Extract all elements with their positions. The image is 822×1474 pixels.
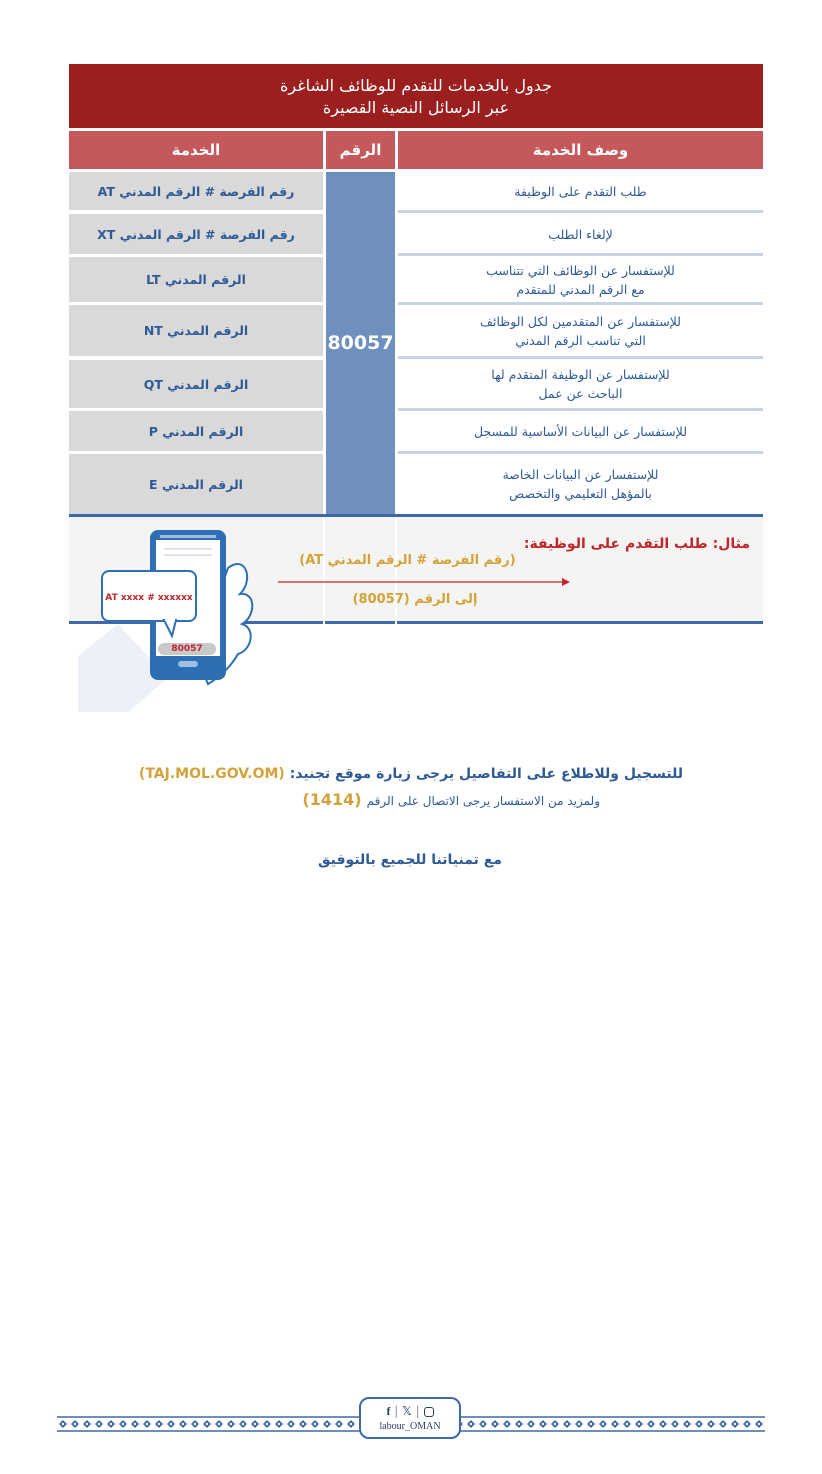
description-cell — [398, 360, 763, 408]
column-divider — [395, 517, 397, 624]
separator: | — [415, 1404, 420, 1418]
description-line: التي تناسب الرقم المدني — [515, 332, 646, 348]
description-cell — [398, 454, 763, 514]
service-cell-at: رقم الفرصة # الرقم المدني AT — [69, 172, 323, 210]
service-cell-e: الرقم المدني E — [69, 454, 323, 514]
service-cell-lt: الرقم المدني LT — [69, 257, 323, 302]
social-badge — [359, 1397, 461, 1439]
description-cell — [398, 305, 763, 356]
sms-bubble: AT xxxx # xxxxxx — [101, 570, 197, 622]
row-divider — [398, 356, 763, 359]
description-line: لإلغاء الطلب — [548, 226, 613, 242]
description-cell — [398, 257, 763, 302]
phone-recipient-field: 80057 — [158, 643, 216, 655]
example-label: مثال: طلب التقدم على الوظيفة: — [523, 536, 750, 552]
social-handle: labour_OMAN — [379, 1421, 441, 1432]
title-line-1: جدول بالخدمات للتقدم للوظائف الشاغرة — [280, 76, 552, 95]
registration-info-line — [100, 766, 722, 782]
website-link[interactable]: (TAJ.MOL.GOV.OM) — [138, 766, 285, 782]
arrow-icon — [276, 576, 572, 588]
description-line: للإستفسار عن الوظيفة المتقدم لها — [491, 367, 670, 382]
description-line: بالمؤهل التعليمي والتخصص — [509, 486, 652, 501]
row-divider — [398, 253, 763, 256]
title-line-2: عبر الرسائل النصية القصيرة — [322, 98, 510, 117]
header-description: وصف الخدمة — [398, 131, 763, 169]
description-cell — [398, 411, 763, 451]
header-service: الخدمة — [69, 131, 323, 169]
description-cell — [398, 172, 763, 210]
description-cell — [398, 214, 763, 254]
description-line: للإستفسار عن البيانات الخاصة — [502, 467, 659, 482]
social-icons-row — [361, 1404, 459, 1419]
description-line: مع الرقم المدني للمتقدم — [516, 281, 645, 297]
description-line: للإستفسار عن الوظائف التي تتناسب — [486, 262, 675, 278]
example-target-number: إلى الرقم (80057) — [352, 592, 478, 607]
description-line: للإستفسار عن المتقدمين لكل الوظائف — [480, 313, 681, 329]
contact-text: ولمزيد من الاستفسار يرجى الاتصال على الرقم — [366, 794, 600, 808]
contact-phone: (1414) — [302, 790, 362, 809]
description-line: الباحث عن عمل — [538, 386, 623, 401]
column-divider — [323, 517, 325, 624]
example-message: (رقم الفرصة # الرقم المدني AT) — [299, 553, 516, 568]
bubble-tail-icon — [162, 618, 178, 638]
row-divider — [398, 210, 763, 213]
service-cell-xt: رقم الفرصة # الرقم المدني XT — [69, 214, 323, 254]
service-cell-p: الرقم المدني P — [69, 411, 323, 451]
sms-number-cell: 80057 — [326, 172, 395, 514]
closing-text: مع تمنياتنا للجميع بالتوفيق — [318, 852, 502, 868]
description-line: طلب التقدم على الوظيفة — [514, 183, 647, 199]
header-number: الرقم — [326, 131, 395, 169]
separator: | — [394, 1404, 399, 1418]
service-cell-qt: الرقم المدني QT — [69, 360, 323, 408]
description-line: للإستفسار عن البيانات الأساسية للمسجل — [473, 423, 688, 439]
instagram-icon[interactable] — [424, 1407, 434, 1417]
x-icon[interactable]: 𝕏 — [402, 1404, 412, 1418]
contact-info-line — [200, 790, 600, 809]
service-cell-nt: الرقم المدني NT — [69, 305, 323, 356]
table-title — [69, 64, 763, 128]
facebook-icon[interactable]: f — [386, 1404, 391, 1418]
registration-text: للتسجيل وللاطلاع على التفاصيل يرجى زيارة موقع تجنيد: — [289, 766, 684, 782]
